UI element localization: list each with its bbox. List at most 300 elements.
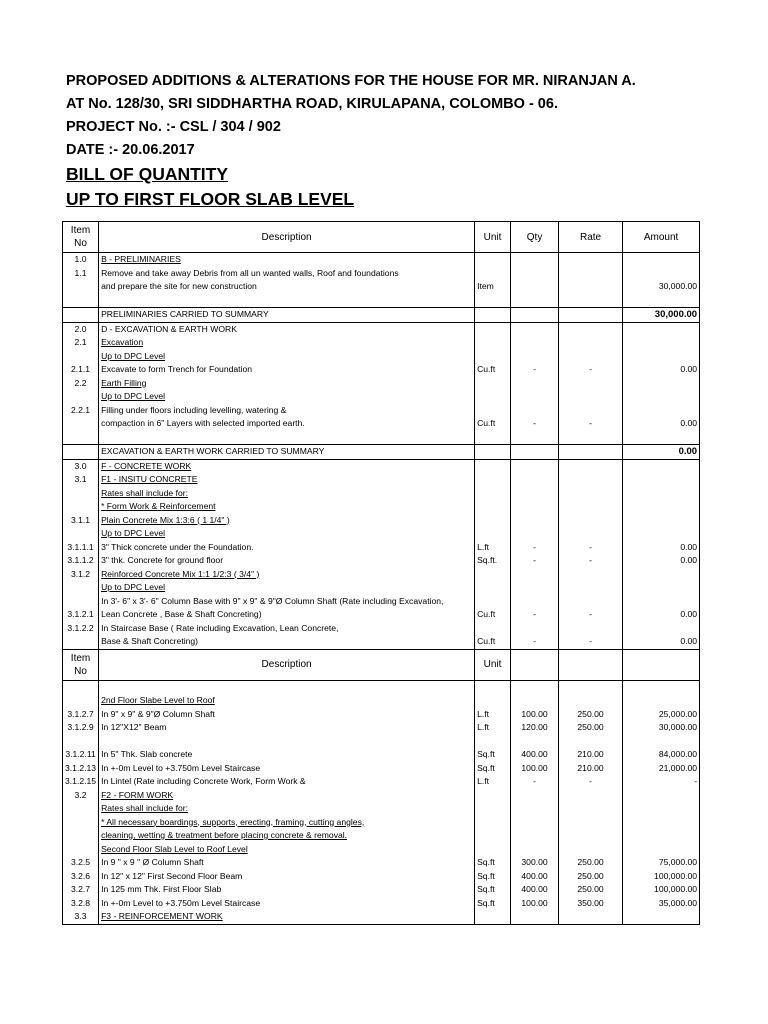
unit-cell: Cu.ft <box>475 363 511 377</box>
description-cell: and prepare the site for new construction <box>99 280 475 294</box>
item-no-cell: 3.1.2.1 <box>63 608 99 622</box>
item-no-cell <box>63 735 99 749</box>
description-cell: Rates shall include for: <box>99 802 475 816</box>
unit-cell: Sq.ft. <box>475 554 511 568</box>
item-no-cell: 2.2 <box>63 377 99 391</box>
amount-cell <box>623 595 700 609</box>
unit-cell: Cu.ft <box>475 417 511 431</box>
unit-cell <box>475 267 511 281</box>
qty-cell: 100.00 <box>511 762 559 776</box>
amount-cell <box>623 694 700 708</box>
item-no-cell <box>63 829 99 843</box>
unit-cell <box>475 527 511 541</box>
unit-cell <box>475 500 511 514</box>
table-row <box>63 514 700 528</box>
rate-cell <box>559 459 623 473</box>
table-row <box>63 280 700 294</box>
unit-cell <box>475 802 511 816</box>
unit-cell <box>475 404 511 418</box>
item-no-cell <box>63 390 99 404</box>
amount-cell <box>623 253 700 267</box>
boq-table <box>62 221 700 925</box>
unit-cell <box>475 789 511 803</box>
rate-cell <box>559 350 623 364</box>
unit-cell: L.ft <box>475 708 511 722</box>
qty-cell <box>511 816 559 830</box>
item-no-cell: 3.1.2.15 <box>63 775 99 789</box>
item-no-cell <box>63 294 99 308</box>
amount-cell: 21,000.00 <box>623 762 700 776</box>
item-no-cell <box>63 802 99 816</box>
qty-cell <box>511 445 559 460</box>
unit-cell: L.ft <box>475 775 511 789</box>
rate-cell: - <box>559 635 623 649</box>
qty-cell: - <box>511 775 559 789</box>
unit-cell <box>475 843 511 857</box>
item-no-cell: 3.1.2.9 <box>63 721 99 735</box>
qty-cell <box>511 910 559 924</box>
table-row <box>63 581 700 595</box>
item-no-cell: 3.2 <box>63 789 99 803</box>
table-row <box>63 680 700 694</box>
item-no-cell <box>63 308 99 323</box>
unit-cell <box>475 910 511 924</box>
table-row <box>63 608 700 622</box>
amount-cell <box>623 431 700 445</box>
table-row <box>63 843 700 857</box>
rate-cell: 350.00 <box>559 897 623 911</box>
qty-cell <box>511 322 559 336</box>
amount-cell: 100,000.00 <box>623 883 700 897</box>
rate-cell <box>559 253 623 267</box>
qty-cell <box>511 568 559 582</box>
unit-cell <box>475 336 511 350</box>
item-no-cell: 3.3 <box>63 910 99 924</box>
header-item-no: Item No <box>63 222 99 253</box>
item-no-cell: 2.2.1 <box>63 404 99 418</box>
unit-cell: Sq.ft <box>475 856 511 870</box>
description-cell: 2nd Floor Slabe Level to Roof <box>99 694 475 708</box>
qty-cell: - <box>511 635 559 649</box>
table-row <box>63 377 700 391</box>
qty-cell <box>511 500 559 514</box>
item-no-cell <box>63 431 99 445</box>
description-cell: * All necessary boardings, supports, erecting, framing, cutting angles, <box>99 816 475 830</box>
item-no-cell <box>63 445 99 460</box>
amount-cell: 0.00 <box>623 608 700 622</box>
description-cell: 3" thk. Concrete for ground floor <box>99 554 475 568</box>
description-cell: F3 - REINFORCEMENT WORK <box>99 910 475 924</box>
amount-cell <box>623 735 700 749</box>
item-no-cell <box>63 816 99 830</box>
unit-cell <box>475 473 511 487</box>
qty-cell <box>511 514 559 528</box>
rate-cell <box>559 514 623 528</box>
qty-cell <box>511 735 559 749</box>
amount-cell: 0.00 <box>623 635 700 649</box>
rate-cell <box>559 680 623 694</box>
item-no-cell <box>63 527 99 541</box>
item-no-cell <box>63 581 99 595</box>
rate-cell <box>559 473 623 487</box>
qty-cell: 400.00 <box>511 748 559 762</box>
description-cell: In 9 " x 9 " Ø Column Shaft <box>99 856 475 870</box>
rate-cell <box>559 694 623 708</box>
rate-cell <box>559 910 623 924</box>
qty-cell <box>511 595 559 609</box>
qty-cell: 100.00 <box>511 708 559 722</box>
amount-cell <box>623 473 700 487</box>
amount-cell: 35,000.00 <box>623 897 700 911</box>
unit-cell: L.ft <box>475 721 511 735</box>
unit-cell <box>475 390 511 404</box>
description-cell: Earth Filling <box>99 377 475 391</box>
item-no-cell: 3.1.2 <box>63 568 99 582</box>
table-row <box>63 445 700 460</box>
description-cell <box>99 735 475 749</box>
description-cell <box>99 294 475 308</box>
item-no-cell <box>63 417 99 431</box>
description-cell: Up to DPC Level <box>99 527 475 541</box>
unit-cell <box>475 816 511 830</box>
item-no-cell: 2.1 <box>63 336 99 350</box>
header-unit: Unit <box>475 649 511 680</box>
description-cell: F - CONCRETE WORK <box>99 459 475 473</box>
unit-cell <box>475 459 511 473</box>
description-cell: In 125 mm Thk. First Floor Slab <box>99 883 475 897</box>
qty-cell <box>511 487 559 501</box>
table-row <box>63 431 700 445</box>
qty-cell: 300.00 <box>511 856 559 870</box>
description-cell: 3" Thick concrete under the Foundation. <box>99 541 475 555</box>
item-no-cell <box>63 680 99 694</box>
rate-cell: - <box>559 608 623 622</box>
item-no-cell: 3.1.2.11 <box>63 748 99 762</box>
description-cell: In 12"X12" Beam <box>99 721 475 735</box>
item-no-cell: 3.1.1 <box>63 514 99 528</box>
table-row <box>63 527 700 541</box>
description-cell: PRELIMINARIES CARRIED TO SUMMARY <box>99 308 475 323</box>
qty-cell <box>511 802 559 816</box>
amount-cell <box>623 680 700 694</box>
table-row <box>63 735 700 749</box>
qty-cell <box>511 404 559 418</box>
amount-cell <box>623 514 700 528</box>
item-no-cell <box>63 843 99 857</box>
table-row <box>63 459 700 473</box>
description-cell: Excavation <box>99 336 475 350</box>
item-no-cell: 3.1.2.7 <box>63 708 99 722</box>
qty-cell: - <box>511 554 559 568</box>
unit-cell: Cu.ft <box>475 608 511 622</box>
qty-cell <box>511 390 559 404</box>
amount-cell <box>623 622 700 636</box>
table-row <box>63 595 700 609</box>
rate-cell: - <box>559 554 623 568</box>
rate-cell: - <box>559 417 623 431</box>
header-rate: Rate <box>559 222 623 253</box>
rate-cell <box>559 595 623 609</box>
amount-cell: 0.00 <box>623 445 700 460</box>
table-row <box>63 708 700 722</box>
table-row <box>63 541 700 555</box>
qty-cell <box>511 680 559 694</box>
qty-cell <box>511 253 559 267</box>
unit-cell <box>475 694 511 708</box>
item-no-cell: 2.0 <box>63 322 99 336</box>
rate-cell <box>559 500 623 514</box>
rate-cell <box>559 789 623 803</box>
rate-cell <box>559 802 623 816</box>
description-cell: compaction in 6" Layers with selected imported earth. <box>99 417 475 431</box>
unit-cell <box>475 514 511 528</box>
qty-cell <box>511 308 559 323</box>
header-rate <box>559 649 623 680</box>
header-qty <box>511 649 559 680</box>
table-row <box>63 721 700 735</box>
item-no-cell <box>63 280 99 294</box>
rate-cell: 250.00 <box>559 721 623 735</box>
header-qty: Qty <box>511 222 559 253</box>
unit-cell <box>475 253 511 267</box>
item-no-cell: 3.2.7 <box>63 883 99 897</box>
qty-cell <box>511 350 559 364</box>
description-cell: In 9" x 9" & 9"Ø Column Shaft <box>99 708 475 722</box>
amount-cell <box>623 404 700 418</box>
item-no-cell: 3.1.1.2 <box>63 554 99 568</box>
table-row <box>63 897 700 911</box>
rate-cell: - <box>559 775 623 789</box>
description-cell: Up to DPC Level <box>99 350 475 364</box>
item-no-cell: 1.0 <box>63 253 99 267</box>
table-row <box>63 294 700 308</box>
table-row <box>63 336 700 350</box>
item-no-cell: 3.0 <box>63 459 99 473</box>
table-row <box>63 363 700 377</box>
description-cell <box>99 680 475 694</box>
rate-cell <box>559 581 623 595</box>
qty-cell <box>511 280 559 294</box>
qty-cell <box>511 622 559 636</box>
amount-cell <box>623 459 700 473</box>
qty-cell <box>511 843 559 857</box>
amount-cell <box>623 487 700 501</box>
amount-cell: 0.00 <box>623 541 700 555</box>
description-cell: F2 - FORM WORK <box>99 789 475 803</box>
qty-cell <box>511 829 559 843</box>
rate-cell <box>559 390 623 404</box>
item-no-cell: 3.2.5 <box>63 856 99 870</box>
table-row <box>63 694 700 708</box>
amount-cell <box>623 527 700 541</box>
amount-cell: 84,000.00 <box>623 748 700 762</box>
description-cell: D - EXCAVATION & EARTH WORK <box>99 322 475 336</box>
table-row <box>63 829 700 843</box>
description-cell: B - PRELIMINARIES <box>99 253 475 267</box>
description-cell: In Lintel (Rate including Concrete Work, Form Work & <box>99 775 475 789</box>
unit-cell <box>475 445 511 460</box>
unit-cell <box>475 377 511 391</box>
description-cell: Second Floor Slab Level to Roof Level <box>99 843 475 857</box>
item-no-cell <box>63 500 99 514</box>
amount-cell <box>623 267 700 281</box>
qty-cell: - <box>511 608 559 622</box>
header-description: Description <box>99 649 475 680</box>
qty-cell: - <box>511 541 559 555</box>
table-header-row-repeat <box>63 649 700 680</box>
table-row <box>63 500 700 514</box>
qty-cell <box>511 267 559 281</box>
qty-cell: 400.00 <box>511 883 559 897</box>
amount-cell: 30,000.00 <box>623 721 700 735</box>
table-row <box>63 350 700 364</box>
header-amount <box>623 649 700 680</box>
rate-cell: 250.00 <box>559 856 623 870</box>
qty-cell: - <box>511 417 559 431</box>
qty-cell: 120.00 <box>511 721 559 735</box>
table-row <box>63 816 700 830</box>
qty-cell <box>511 294 559 308</box>
unit-cell <box>475 350 511 364</box>
amount-cell: - <box>623 775 700 789</box>
amount-cell: 0.00 <box>623 417 700 431</box>
description-cell: Base & Shaft Concreting) <box>99 635 475 649</box>
rate-cell <box>559 280 623 294</box>
description-cell: EXCAVATION & EARTH WORK CARRIED TO SUMMARY <box>99 445 475 460</box>
table-row <box>63 910 700 924</box>
table-row <box>63 622 700 636</box>
description-cell: F1 - INSITU CONCRETE <box>99 473 475 487</box>
description-cell: In 3'- 6" x 3'- 6" Column Base with 9" x 9" & 9"Ø Column Shaft (Rate including Excavation, <box>99 595 475 609</box>
rate-cell <box>559 829 623 843</box>
document-subtitle: UP TO FIRST FLOOR SLAB LEVEL <box>66 189 355 209</box>
table-row <box>63 789 700 803</box>
table-row <box>63 390 700 404</box>
qty-cell <box>511 459 559 473</box>
header-description: Description <box>99 222 475 253</box>
amount-cell <box>623 568 700 582</box>
rate-cell: 250.00 <box>559 708 623 722</box>
amount-cell: 30,000.00 <box>623 280 700 294</box>
header-item-no: Item No <box>63 649 99 680</box>
description-cell: In 5" Thk. Slab concrete <box>99 748 475 762</box>
document-header <box>66 70 636 212</box>
table-row <box>63 487 700 501</box>
unit-cell: Sq.ft <box>475 897 511 911</box>
rate-cell <box>559 735 623 749</box>
description-cell: Excavate to form Trench for Foundation <box>99 363 475 377</box>
table-row <box>63 473 700 487</box>
description-cell: Lean Concrete , Base & Shaft Concreting) <box>99 608 475 622</box>
description-cell: Plain Concrete Mix 1:3:6 ( 1 1/4" ) <box>99 514 475 528</box>
item-no-cell <box>63 350 99 364</box>
header-line-4: DATE :- 20.06.2017 <box>66 142 195 158</box>
unit-cell <box>475 680 511 694</box>
qty-cell: - <box>511 363 559 377</box>
rate-cell: - <box>559 363 623 377</box>
description-cell: Up to DPC Level <box>99 581 475 595</box>
table-row <box>63 802 700 816</box>
table-row <box>63 568 700 582</box>
unit-cell <box>475 568 511 582</box>
header-line-3: PROJECT No. :- CSL / 304 / 902 <box>66 119 281 135</box>
rate-cell <box>559 267 623 281</box>
header-line-1: PROPOSED ADDITIONS & ALTERATIONS FOR THE HOUSE FOR MR. NIRANJAN A. <box>66 73 636 89</box>
qty-cell <box>511 431 559 445</box>
description-cell: * Form Work & Reinforcement <box>99 500 475 514</box>
rate-cell <box>559 322 623 336</box>
description-cell: cleaning, wetting & treatment before placing concrete & removal. <box>99 829 475 843</box>
qty-cell <box>511 694 559 708</box>
unit-cell <box>475 581 511 595</box>
unit-cell: L.ft <box>475 541 511 555</box>
rate-cell: - <box>559 541 623 555</box>
unit-cell: Sq.ft <box>475 883 511 897</box>
amount-cell <box>623 789 700 803</box>
table-row <box>63 404 700 418</box>
rate-cell <box>559 294 623 308</box>
qty-cell <box>511 473 559 487</box>
unit-cell <box>475 308 511 323</box>
unit-cell: Sq.ft <box>475 870 511 884</box>
qty-cell <box>511 336 559 350</box>
amount-cell: 30,000.00 <box>623 308 700 323</box>
rate-cell <box>559 404 623 418</box>
amount-cell <box>623 390 700 404</box>
rate-cell <box>559 843 623 857</box>
amount-cell: 0.00 <box>623 554 700 568</box>
rate-cell <box>559 336 623 350</box>
table-row <box>63 635 700 649</box>
item-no-cell <box>63 487 99 501</box>
unit-cell: Sq.ft <box>475 762 511 776</box>
item-no-cell: 2.1.1 <box>63 363 99 377</box>
table-row <box>63 883 700 897</box>
rate-cell <box>559 527 623 541</box>
amount-cell <box>623 843 700 857</box>
description-cell: In Staircase Base ( Rate including Excavation, Lean Concrete, <box>99 622 475 636</box>
header-unit: Unit <box>475 222 511 253</box>
item-no-cell: 3.1.2.13 <box>63 762 99 776</box>
table-row <box>63 267 700 281</box>
amount-cell <box>623 322 700 336</box>
rate-cell <box>559 377 623 391</box>
amount-cell: 75,000.00 <box>623 856 700 870</box>
unit-cell: Item <box>475 280 511 294</box>
description-cell: In 12" x 12" First Second Floor Beam <box>99 870 475 884</box>
description-cell: Reinforced Concrete Mix 1:1 1/2:3 ( 3/4" ) <box>99 568 475 582</box>
description-cell: Remove and take away Debris from all un wanted walls, Roof and foundations <box>99 267 475 281</box>
unit-cell: Cu.ft <box>475 635 511 649</box>
amount-cell: 25,000.00 <box>623 708 700 722</box>
rate-cell <box>559 816 623 830</box>
table-row <box>63 322 700 336</box>
table-row <box>63 308 700 323</box>
item-no-cell: 3.1 <box>63 473 99 487</box>
amount-cell <box>623 350 700 364</box>
table-row <box>63 870 700 884</box>
rate-cell <box>559 308 623 323</box>
qty-cell <box>511 581 559 595</box>
item-no-cell <box>63 694 99 708</box>
item-no-cell: 1.1 <box>63 267 99 281</box>
amount-cell <box>623 816 700 830</box>
amount-cell <box>623 802 700 816</box>
unit-cell: Sq.ft <box>475 748 511 762</box>
amount-cell <box>623 294 700 308</box>
table-row <box>63 253 700 267</box>
qty-cell <box>511 527 559 541</box>
